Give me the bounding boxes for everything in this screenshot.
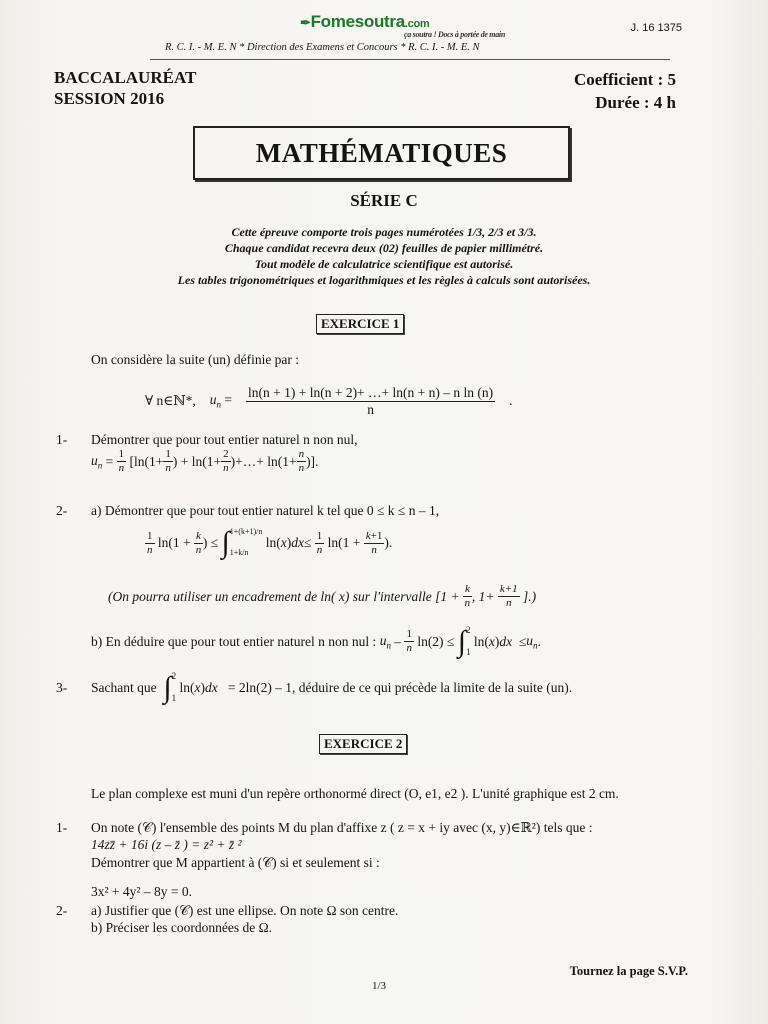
- exam-name: BACCALAURÉAT: [54, 68, 197, 87]
- exam-duration: Durée : 4 h: [595, 93, 676, 112]
- ex1-q2-hint: (On pourra utiliser un encadrement de ln( x) sur l'intervalle [1 + $\frac{k}{n}$ , 1+ $\frac{k+1}{n}$ ].): [108, 583, 537, 609]
- ex1-definition: ∀ n∈ℕ*, $u_n$ = $\frac{\text{ln(n + 1) + ln(n + 2)+ …+ ln(n + n) – n ln (n)}}{n}$ .: [145, 385, 513, 417]
- subject-title-box: [193, 126, 570, 180]
- ex1-q1-formula: $u_n$ = $\frac{1}{n}$ [ln(1+ $\frac{1}{n}$ ) + ln(1+ $\frac{2}{n}$ )+…+ ln(1+ $\frac{n}{n}$ )].: [91, 448, 319, 474]
- ex2-q1-equation: 14zz̄ + 16i (z – z̄ ) = z² + z̄ ²: [91, 837, 242, 852]
- page-number: 1/3: [372, 980, 387, 992]
- instruction-line: Les tables trigonométriques et logarithmiques et les règles à calculs sont autorisées.: [177, 273, 591, 287]
- ex2-q2-number: 2-: [56, 903, 68, 918]
- instruction-line: Cette épreuve comporte trois pages numérotées 1/3, 2/3 et 3/3.: [231, 225, 537, 239]
- logo-tagline: ça soutra ! Docs à portée de main: [404, 30, 505, 39]
- site-logo: ✒Fomesoutra.com ça soutra ! Docs à portée de main: [300, 12, 505, 39]
- ministry-line: R. C. I. - M. E. N * Direction des Examens et Concours * R. C. I. - M. E. N: [165, 42, 480, 53]
- turn-page-note: Tournez la page S.V.P.: [569, 964, 688, 978]
- ex1-q2-number: 2-: [56, 503, 68, 518]
- exam-session: SESSION 2016: [54, 89, 165, 108]
- instruction-line: Tout modèle de calculatrice scientifique est autorisé.: [254, 257, 514, 271]
- exercise-1-heading: EXERCICE 1: [316, 314, 404, 334]
- ex2-intro: Le plan complexe est muni d'un repère orthonormé direct (O, e1, e2 ). L'unité graphique est 2 cm.: [91, 786, 619, 801]
- exam-coefficient: Coefficient : 5: [574, 70, 676, 89]
- definition-fraction: $\frac{\text{ln(n + 1) + ln(n + 2)+ …+ ln(n + n) – n ln (n)}}{n}$: [247, 385, 494, 417]
- document-reference: J. 16 1375: [630, 22, 682, 34]
- header-rule: [150, 59, 670, 60]
- exam-instructions: [0, 224, 768, 288]
- ex1-intro: On considère la suite (un) définie par :: [91, 352, 300, 367]
- ex1-q1-number: 1-: [56, 432, 68, 447]
- exam-series: SÉRIE C: [350, 191, 418, 210]
- ex1-q1-text: Démontrer que pour tout entier naturel n non nul,: [91, 432, 358, 447]
- exercise-2-heading: EXERCICE 2: [319, 734, 407, 754]
- ex1-q2a-text: a) Démontrer que pour tout entier naturel k tel que 0 ≤ k ≤ n – 1,: [91, 503, 440, 518]
- ex1-q2a-formula: $\frac{1}{n}$ ln(1 + $\frac{k}{n}$ ) ≤ ∫ 1+(k+1)/n 1+k/n ln( x ) dx ≤ $\frac{1}{n}$ ln(1 + $\frac{k+1}{n}$ ).: [147, 526, 393, 559]
- instruction-line: Chaque candidat recevra deux (02) feuilles de papier millimétré.: [224, 241, 544, 255]
- ex2-q2a-text: a) Justifier que (𝒞) est une ellipse. On note Ω son centre.: [91, 903, 399, 918]
- ex2-q1-result: 3x² + 4y² – 8y = 0.: [91, 884, 192, 899]
- ex2-q1-number: 1-: [56, 820, 68, 835]
- ex2-q1-text: On note (𝒞) l'ensemble des points M du plan d'affixe z ( z = x + iy avec (x, y)∈ℝ²) tels que :: [91, 820, 593, 835]
- ex2-q1-show: Démontrer que M appartient à (𝒞) si et seulement si :: [91, 855, 380, 870]
- subject-title: MATHÉMATIQUES: [255, 137, 508, 168]
- ex1-q2b: b) En déduire que pour tout entier naturel n non nul : $u_n$ – $\frac{1}{n}$ ln(2) ≤ ∫ 2 1 ln( x ) dx ≤ $u_n$ .: [91, 624, 541, 658]
- ex2-q2b-text: b) Préciser les coordonnées de Ω.: [91, 920, 272, 935]
- ex1-q3: Sachant que ∫ 2 1 ln( x ) dx = 2ln(2) – 1, déduire de ce qui précède la limite de la suite (un).: [91, 670, 573, 704]
- ex1-q3-number: 3-: [56, 680, 68, 695]
